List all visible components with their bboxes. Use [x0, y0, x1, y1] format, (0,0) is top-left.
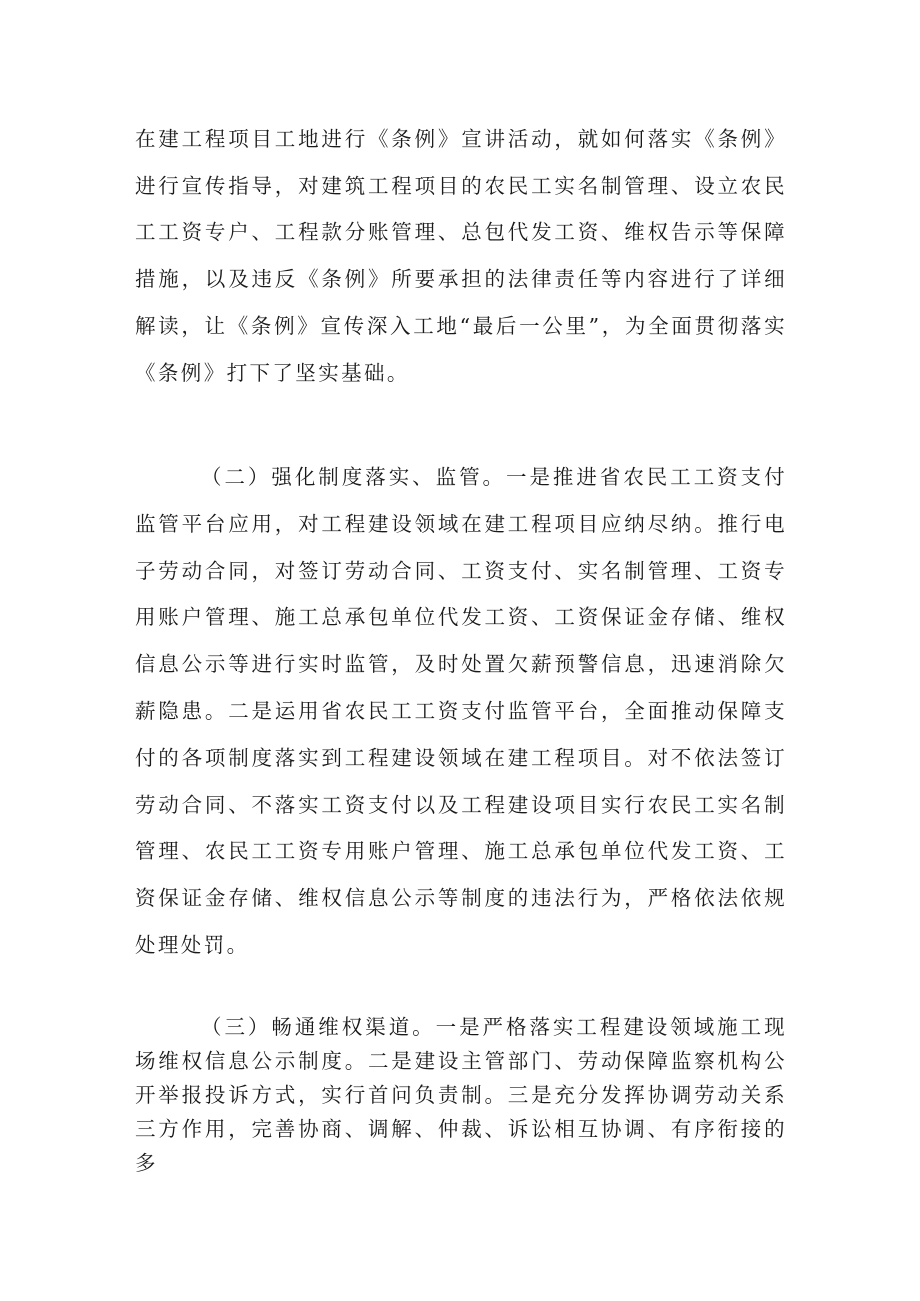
- paragraph-system-supervision: （二）强化制度落实、监管。一是推进省农民工工资支付监管平台应用，对工程建设领域在建工程项目应纳尽纳。推行电子劳动合同，对签订劳动合同、工资支付、实名制管理、工资专用账户管理、施工总承包单位代发工资、工资保证金存储、维权信息公示等进行实时监管，及时处置欠薪预警信息，迅速消除欠薪隐患。二是运用省农民工工资支付监管平台，全面推动保障支付的各项制度落实到工程建设领域在建工程项目。对不依法签订劳动合同、不落实工资支付以及工程建设项目实行农民工实名制管理、农民工工资专用账户管理、施工总承包单位代发工资、工资保证金存储、维权信息公示等制度的违法行为，严格依法依规处理处罚。: [135, 465, 787, 957]
- paragraph-rights-channels: （三）畅通维权渠道。一是严格落实工程建设领域施工现场维权信息公示制度。二是建设主管部门、劳动保障监察机构公开举报投诉方式，实行首问负责制。三是充分发挥协调劳动关系三方作用，完善协商、调解、仲裁、诉讼相互协调、有序衔接的多: [135, 1015, 787, 1175]
- paragraph-regulation-publicity: 在建工程项目工地进行《条例》宣讲活动，就如何落实《条例》进行宣传指导，对建筑工程项目的农民工实名制管理、设立农民工工资专户、工程款分账管理、总包代发工资、维权告示等保障措施，以及违反《条例》所要承担的法律责任等内容进行了详细解读，让《条例》宣传深入工地“最后一公里”，为全面贯彻落实《条例》打下了坚实基础。: [135, 127, 787, 385]
